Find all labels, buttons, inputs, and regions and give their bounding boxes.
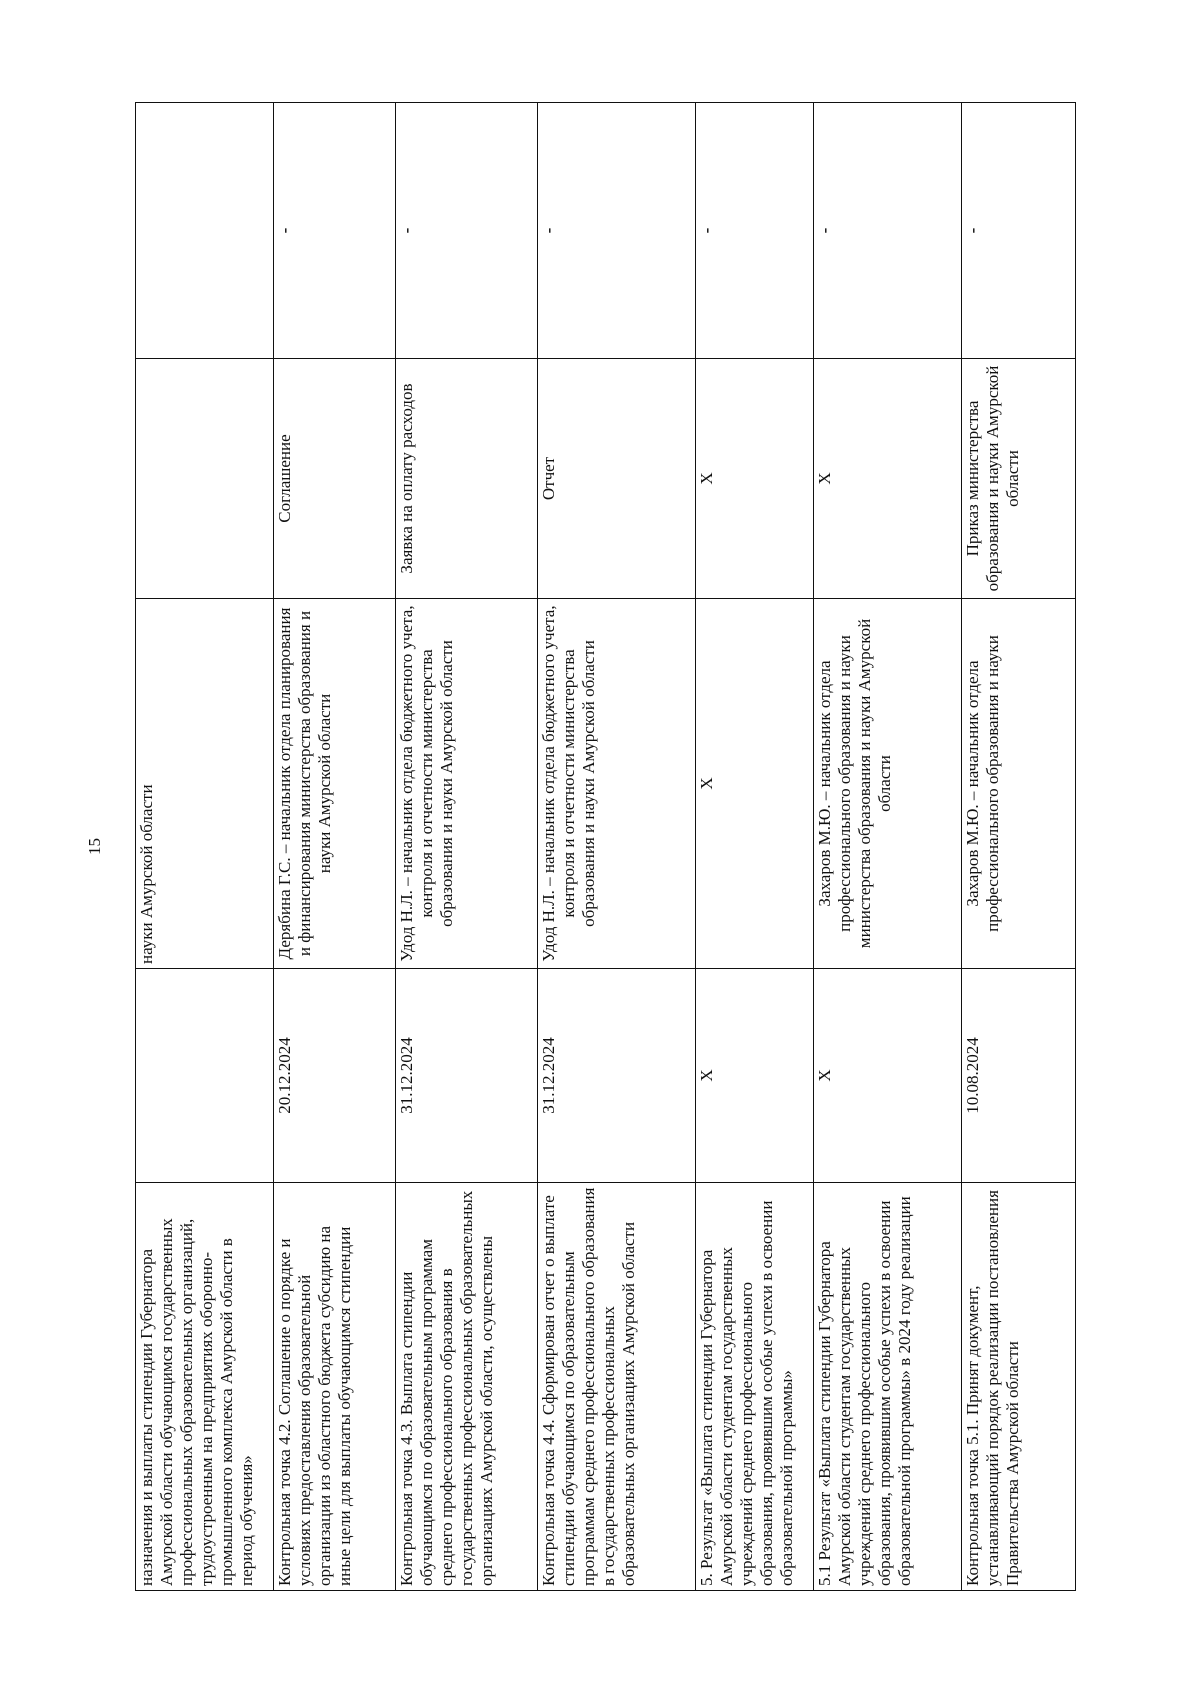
table-row (274, 103, 396, 1591)
table-row (962, 103, 1076, 1591)
page-number: 15 (85, 838, 104, 855)
cell-date (136, 969, 274, 1183)
cell-responsible: Захаров М.Ю. – начальник отдела профессионального образования и науки министерства образования и науки Амурской области (814, 599, 962, 969)
cell-date: 10.08.2024 (962, 969, 1076, 1183)
cell-extra: - (274, 103, 396, 359)
cell-responsible: Удод Н.Л. – начальник отдела бюджетного учета, контроля и отчетности министерства образования и науки Амурской области (538, 599, 696, 969)
cell-name: Контрольная точка 5.1. Принят документ, устанавливающий порядок реализации постановления Правительства Амурской области (962, 1183, 1076, 1591)
cell-extra: - (696, 103, 814, 359)
cell-extra (136, 103, 274, 359)
cell-name: Контрольная точка 4.2. Соглашение о порядке и условиях предоставления образовательной организации из областного бюджета субсидию на иные цели для выплаты обучающимся стипендии (274, 1183, 396, 1591)
table-row (696, 103, 814, 1591)
cell-document (136, 359, 274, 599)
cell-name: 5.1 Результат «Выплата стипендии Губернатора Амурской области студентам государственных учреждений среднего профессионального образования, проявившим особые успехи в освоении образовательной программы» в 2024 году реализации (814, 1183, 962, 1591)
cell-document: Заявка на оплату расходов (396, 359, 538, 599)
table-row (136, 103, 274, 1591)
cell-name: 5. Результат «Выплата стипендии Губернатора Амурской области студентам государственных учреждений среднего профессионального образования, проявившим особые успехи в освоении образовательной программы» (696, 1183, 814, 1591)
cell-date: 31.12.2024 (396, 969, 538, 1183)
cell-responsible: Х (696, 599, 814, 969)
cell-date: Х (696, 969, 814, 1183)
cell-date: 31.12.2024 (538, 969, 696, 1183)
cell-document: Х (696, 359, 814, 599)
cell-document: Приказ министерства образования и науки Амурской области (962, 359, 1076, 599)
cell-responsible: Удод Н.Л. – начальник отдела бюджетного учета, контроля и отчетности министерства образования и науки Амурской области (396, 599, 538, 969)
cell-date: 20.12.2024 (274, 969, 396, 1183)
cell-responsible: науки Амурской области (136, 599, 274, 969)
cell-extra: - (396, 103, 538, 359)
cell-extra: - (538, 103, 696, 359)
cell-extra: - (814, 103, 962, 359)
cell-document: Х (814, 359, 962, 599)
cell-date: Х (814, 969, 962, 1183)
rotated-table-container (135, 103, 1075, 1591)
cell-responsible: Захаров М.Ю. – начальник отдела профессионального образования и науки (962, 599, 1076, 969)
cell-responsible: Дерябина Г.С. – начальник отдела планирования и финансирования министерства образования и науки Амурской области (274, 599, 396, 969)
table-row (396, 103, 538, 1591)
cell-name: Контрольная точка 4.4. Сформирован отчет о выплате стипендии обучающимся по образовательным программам среднего профессионального образования в государственных профессиональных образовательных организациях Амурской области (538, 1183, 696, 1591)
cell-name: Контрольная точка 4.3. Выплата стипендии обучающимся по образовательным программам среднего профессионального образования в государственных профессиональных образовательных организациях Амурской области, осуществлены (396, 1183, 538, 1591)
cell-document: Соглашение (274, 359, 396, 599)
cell-document: Отчет (538, 359, 696, 599)
plan-table (135, 102, 1076, 1591)
table-row (814, 103, 962, 1591)
table-row (538, 103, 696, 1591)
cell-name: назначения и выплаты стипендии Губернатора Амурской области обучающимся государственных профессиональных образовательных организаций, трудоустроенным на предприятиях оборонно-промышленного комплекса Амурской области в период обучения» (136, 1183, 274, 1591)
cell-extra: - (962, 103, 1076, 359)
